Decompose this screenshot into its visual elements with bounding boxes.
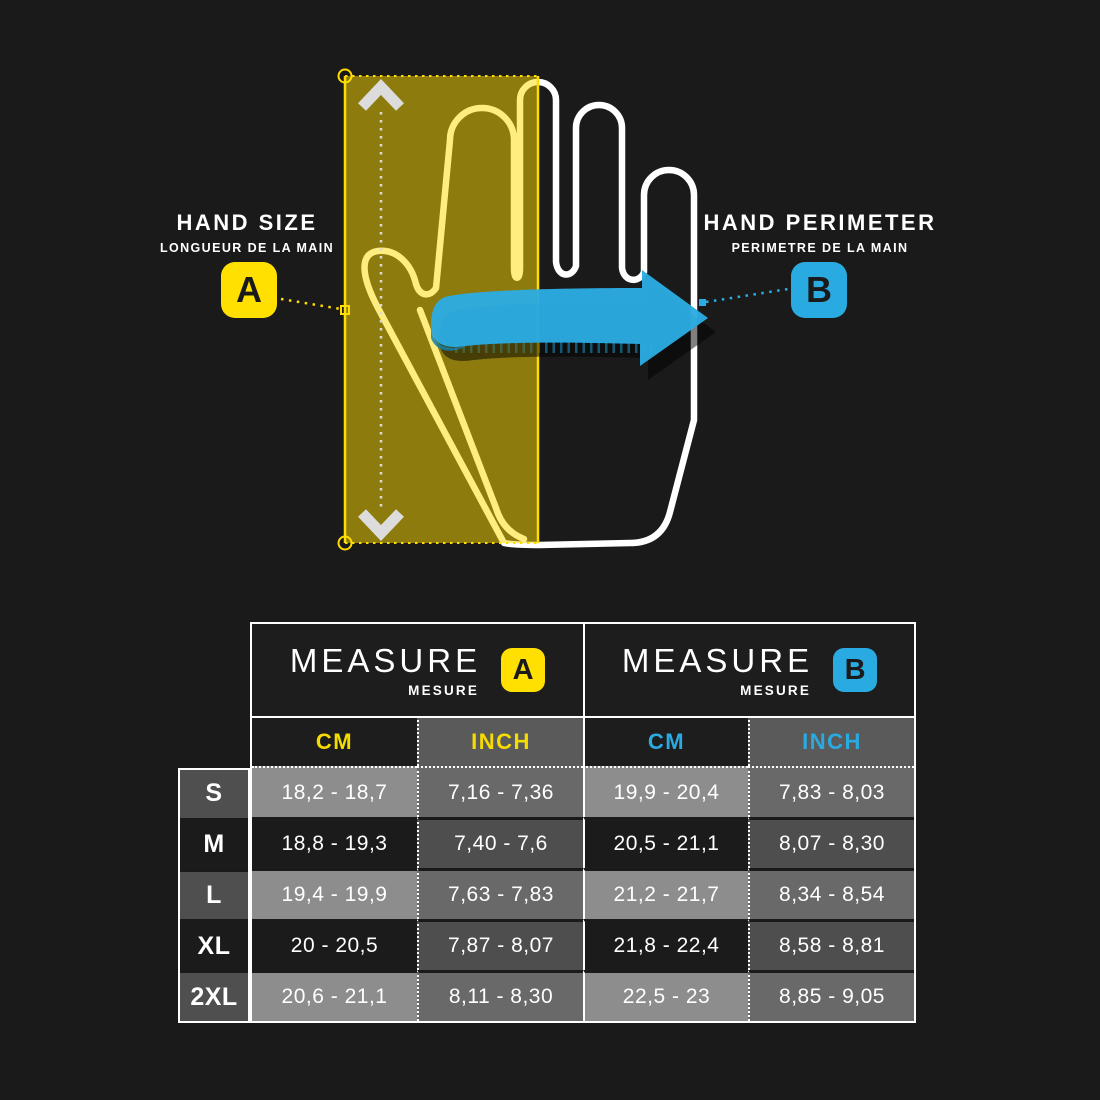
size-row-label: M bbox=[180, 818, 248, 869]
cell-s-a-cm: 18,2 - 18,7 bbox=[252, 766, 417, 817]
cell-xl-a-cm: 20 - 20,5 bbox=[252, 919, 417, 970]
col-header-a-cm: CM bbox=[252, 716, 417, 766]
connector-a bbox=[281, 299, 341, 309]
cell-s-a-inch: 7,16 - 7,36 bbox=[417, 766, 583, 817]
table-badge-b: B bbox=[833, 648, 877, 692]
hand-size-label bbox=[87, 210, 407, 255]
cell-m-b-cm: 20,5 - 21,1 bbox=[583, 817, 748, 868]
cell-s-b-cm: 19,9 - 20,4 bbox=[583, 766, 748, 817]
cell-l-a-cm: 19,4 - 19,9 bbox=[252, 868, 417, 919]
cell-l-b-inch: 8,34 - 8,54 bbox=[748, 868, 914, 919]
cell-xl-b-cm: 21,8 - 22,4 bbox=[583, 919, 748, 970]
hand-perimeter-title: HAND PERIMETER bbox=[703, 210, 937, 235]
col-header-b-cm: CM bbox=[583, 716, 748, 766]
cell-2xl-b-cm: 22,5 - 23 bbox=[583, 970, 748, 1021]
size-row-label: XL bbox=[180, 919, 248, 970]
measure-a-header-text bbox=[290, 642, 481, 698]
cell-l-a-inch: 7,63 - 7,83 bbox=[417, 868, 583, 919]
size-row-label: 2XL bbox=[180, 970, 248, 1021]
measure-a-title: MEASURE bbox=[289, 642, 482, 679]
measure-a-header bbox=[252, 624, 583, 716]
size-row-label: L bbox=[180, 869, 248, 920]
cell-2xl-a-inch: 8,11 - 8,30 bbox=[417, 970, 583, 1021]
cell-l-b-cm: 21,2 - 21,7 bbox=[583, 868, 748, 919]
hand-size-title: HAND SIZE bbox=[176, 210, 318, 235]
measure-b-badge: B bbox=[791, 262, 847, 318]
anchor-marker-b bbox=[699, 299, 706, 306]
measure-b-subtitle: MESURE bbox=[740, 683, 812, 698]
size-row-label: S bbox=[180, 770, 248, 818]
table-badge-a: A bbox=[501, 648, 545, 692]
cell-2xl-b-inch: 8,85 - 9,05 bbox=[748, 970, 914, 1021]
connector-b bbox=[706, 289, 788, 302]
hand-perimeter-subtitle: PERIMETRE DE LA MAIN bbox=[731, 241, 909, 255]
col-header-b-inch: INCH bbox=[748, 716, 914, 766]
measure-b-title: MEASURE bbox=[621, 642, 814, 679]
measure-b-header bbox=[583, 624, 914, 716]
cell-2xl-a-cm: 20,6 - 21,1 bbox=[252, 970, 417, 1021]
cell-xl-a-inch: 7,87 - 8,07 bbox=[417, 919, 583, 970]
cell-s-b-inch: 7,83 - 8,03 bbox=[748, 766, 914, 817]
hand-perimeter-label bbox=[660, 210, 980, 255]
cell-m-b-inch: 8,07 - 8,30 bbox=[748, 817, 914, 868]
measure-a-badge: A bbox=[221, 262, 277, 318]
cell-m-a-inch: 7,40 - 7,6 bbox=[417, 817, 583, 868]
col-header-a-inch: INCH bbox=[417, 716, 583, 766]
size-chart-table bbox=[250, 622, 916, 1023]
measure-a-subtitle: MESURE bbox=[408, 683, 480, 698]
cell-m-a-cm: 18,8 - 19,3 bbox=[252, 817, 417, 868]
cell-xl-b-inch: 8,58 - 8,81 bbox=[748, 919, 914, 970]
hand-size-subtitle: LONGUEUR DE LA MAIN bbox=[159, 241, 335, 255]
measure-b-header-text bbox=[622, 642, 813, 698]
size-label-column bbox=[178, 768, 250, 1023]
